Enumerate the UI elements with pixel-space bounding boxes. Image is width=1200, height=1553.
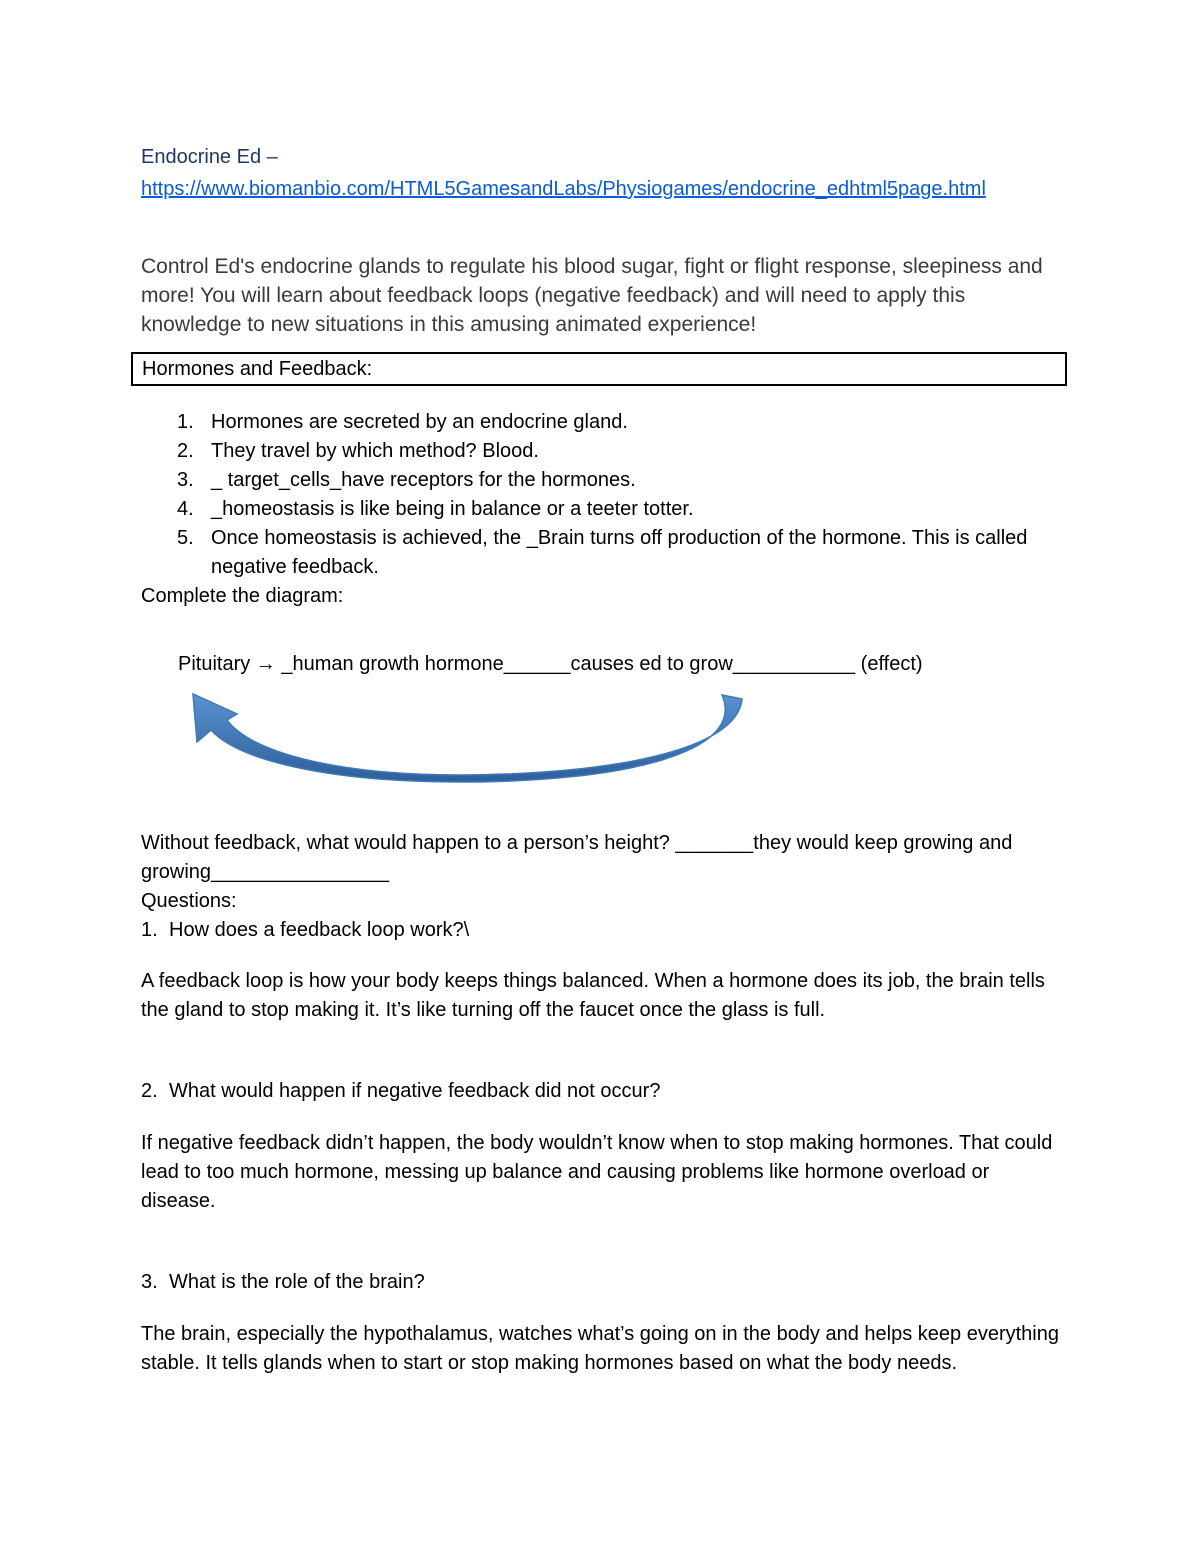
list-item-text: _homeostasis is like being in balance or a teeter totter. — [211, 498, 694, 520]
question-number: 2. — [141, 1080, 158, 1102]
question-1 — [141, 916, 1061, 945]
page-title: Endocrine Ed – — [141, 146, 278, 168]
list-item — [141, 524, 1061, 582]
curved-return-arrow-icon — [185, 690, 750, 785]
diagram-prompt: Complete the diagram: — [141, 585, 344, 607]
question-2 — [141, 1077, 1061, 1106]
game-link[interactable]: https://www.biomanbio.com/HTML5GamesandLabs/Physiogames/endocrine_edhtml5page.html — [141, 178, 986, 200]
question-text: What is the role of the brain? — [169, 1271, 425, 1293]
without-feedback-question: Without feedback, what would happen to a person’s height? _______they would keep growing and growing________________ — [141, 832, 1013, 883]
question-text: How does a feedback loop work?\ — [169, 919, 470, 941]
list-number: 5. — [177, 527, 194, 549]
list-item — [141, 495, 1061, 524]
list-item-text: _ target_cells_have receptors for the hormones. — [211, 469, 636, 491]
question-text: What would happen if negative feedback did not occur? — [169, 1080, 661, 1102]
list-number: 3. — [177, 469, 194, 491]
question-3 — [141, 1268, 1061, 1297]
answer-1: A feedback loop is how your body keeps things balanced. When a hormone does its job, the brain tells the gland to stop making it. It’s like turning off the faucet once the glass is full. — [141, 970, 1045, 1021]
question-number: 1. — [141, 919, 158, 941]
list-item-text: They travel by which method? Blood. — [211, 440, 539, 462]
list-number: 2. — [177, 440, 194, 462]
hormone-question-list — [141, 408, 1061, 582]
arrow-shape — [193, 694, 742, 782]
intro-paragraph: Control Ed's endocrine glands to regulate his blood sugar, fight or flight response, sleepiness and more! You will learn about feedback loops (negative feedback) and will need to apply this knowledge to new situations in this amusing animated experience! — [141, 255, 1043, 336]
section-heading-box: Hormones and Feedback: — [131, 352, 1067, 386]
list-item — [141, 408, 1061, 437]
question-number: 3. — [141, 1271, 158, 1293]
list-number: 4. — [177, 498, 194, 520]
answer-3: The brain, especially the hypothalamus, watches what’s going on in the body and helps keep everything stable. It tells glands when to start or stop making hormones based on what the body needs. — [141, 1323, 1059, 1374]
list-item — [141, 466, 1061, 495]
list-number: 1. — [177, 411, 194, 433]
answer-2: If negative feedback didn’t happen, the body wouldn’t know when to stop making hormones. That could lead to too much hormone, messing up balance and causing problems like hormone overload or disease. — [141, 1132, 1053, 1212]
questions-heading: Questions: — [141, 890, 237, 912]
list-item-text: Once homeostasis is achieved, the _Brain turns off production of the hormone. This is called negative feedback. — [211, 527, 1028, 578]
list-item-text: Hormones are secreted by an endocrine gland. — [211, 411, 628, 433]
diagram-line: Pituitary → _human growth hormone______causes ed to grow___________ (effect) — [178, 653, 923, 675]
list-item — [141, 437, 1061, 466]
